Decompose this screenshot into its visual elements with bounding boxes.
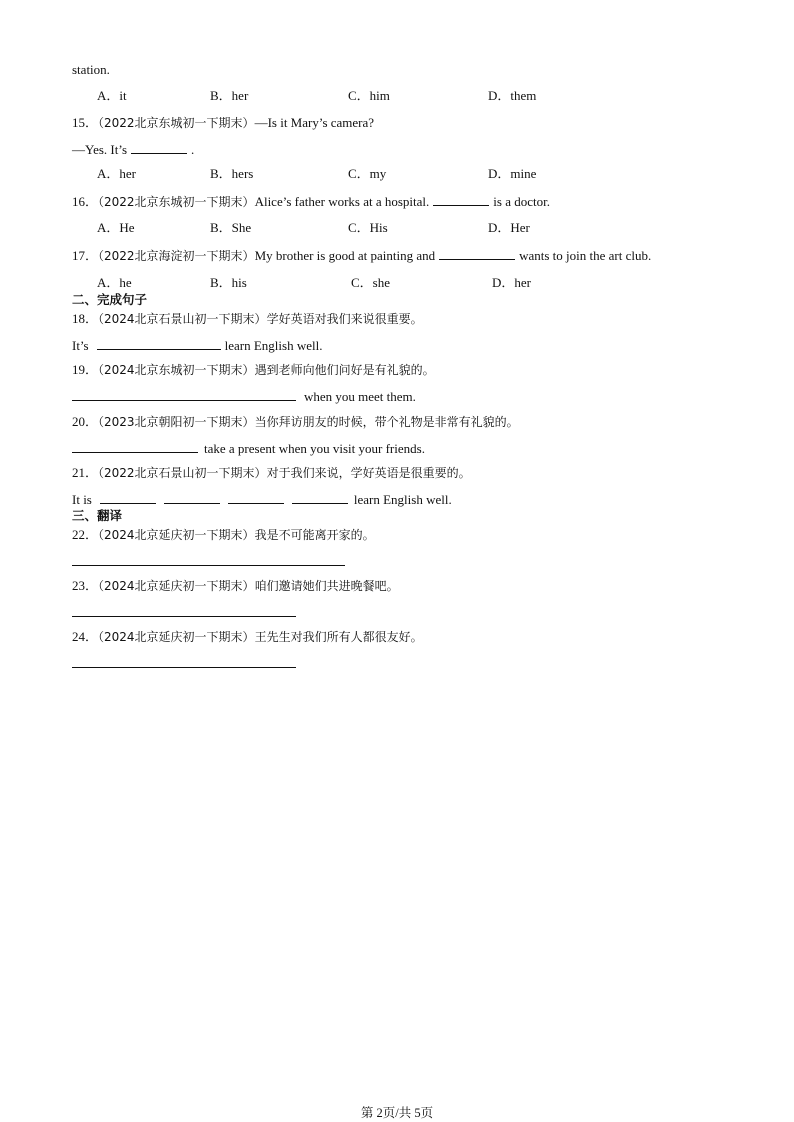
question-text: It’s — [72, 338, 89, 353]
q16-option-c: C．His — [348, 220, 388, 235]
question-number: 17． — [72, 248, 99, 263]
question-number: 23． — [72, 578, 99, 593]
question-source: （2022北京东城初一下期末） — [98, 195, 255, 209]
question-number: 15． — [72, 115, 99, 130]
question-text: take a present when you visit your friends. — [204, 441, 425, 456]
q17-option-b: B．his — [210, 275, 247, 290]
question-prompt: 对于我们来说，学好英语是很重要的。 — [266, 466, 471, 480]
q16-option-a: A．He — [97, 220, 135, 235]
question-text: Alice’s father works at a hospital. — [254, 194, 430, 209]
question-18 — [72, 311, 423, 327]
question-source: （2024北京东城初一下期末） — [98, 363, 255, 377]
question-text: . — [191, 142, 195, 157]
question-source: （2024北京延庆初一下期末） — [98, 528, 255, 542]
q17-option-d: D．her — [492, 275, 531, 290]
question-19 — [72, 362, 435, 378]
question-text: learn English well. — [353, 492, 452, 507]
question-prompt: 王先生对我们所有人都很友好。 — [254, 630, 423, 644]
question-number: 21． — [72, 465, 99, 480]
question-source: （2024北京石景山初一下期末） — [98, 312, 267, 326]
answer-blank[interactable] — [72, 388, 296, 401]
question-text: —Yes. It’s — [72, 142, 128, 157]
question-15-line-2 — [72, 141, 194, 158]
answer-blank[interactable] — [100, 491, 156, 504]
question-prompt: 我是不可能离开家的。 — [254, 528, 375, 542]
question-14-continuation: station. — [72, 62, 110, 77]
answer-line[interactable] — [72, 565, 345, 566]
q16-option-d: D．Her — [488, 220, 530, 235]
answer-blank[interactable] — [292, 491, 348, 504]
question-source: （2024北京延庆初一下期末） — [98, 579, 255, 593]
answer-line[interactable] — [72, 616, 296, 617]
q15-option-a: A．her — [97, 166, 136, 181]
q14-option-b: B．her — [210, 88, 249, 103]
question-source: （2022北京东城初一下期末） — [98, 116, 255, 130]
question-16 — [72, 193, 550, 210]
question-prompt: 学好英语对我们来说很重要。 — [266, 312, 423, 326]
answer-blank[interactable] — [439, 247, 515, 260]
question-source: （2022北京石景山初一下期末） — [98, 466, 267, 480]
q14-option-c: C．him — [348, 88, 390, 103]
question-21-answer — [72, 491, 452, 508]
question-24 — [72, 629, 423, 645]
question-23 — [72, 578, 399, 594]
answer-blank[interactable] — [72, 440, 198, 453]
question-number: 20． — [72, 414, 99, 429]
question-21 — [72, 465, 471, 481]
q15-option-b: B．hers — [210, 166, 254, 181]
section-heading-complete-sentences: 二、完成句子 — [72, 292, 148, 307]
q15-option-c: C．my — [348, 166, 387, 181]
question-20-answer — [72, 440, 425, 457]
question-text: learn English well. — [224, 338, 323, 353]
question-18-answer — [72, 337, 322, 354]
question-text: when you meet them. — [304, 389, 416, 404]
q16-option-b: B．She — [210, 220, 252, 235]
q14-option-d: D．them — [488, 88, 537, 103]
question-20 — [72, 414, 519, 430]
question-source: （2022北京海淀初一下期末） — [98, 249, 255, 263]
question-number: 16． — [72, 194, 99, 209]
answer-blank[interactable] — [131, 141, 187, 154]
question-text: is a doctor. — [493, 194, 550, 209]
question-text: It is — [72, 492, 92, 507]
answer-blank[interactable] — [97, 337, 221, 350]
question-22 — [72, 527, 375, 543]
answer-blank[interactable] — [164, 491, 220, 504]
question-text: My brother is good at painting and — [254, 248, 436, 263]
question-number: 19． — [72, 362, 99, 377]
q14-option-a: A．it — [97, 88, 127, 103]
question-text: wants to join the art club. — [519, 248, 652, 263]
question-number: 22． — [72, 527, 99, 542]
page-footer: 第 2页/共 5页 — [360, 1106, 434, 1120]
question-prompt: 遇到老师向他们问好是有礼貌的。 — [254, 363, 435, 377]
q15-option-d: D．mine — [488, 166, 537, 181]
answer-line[interactable] — [72, 667, 296, 668]
question-number: 24． — [72, 629, 99, 644]
question-text: —Is it Mary’s camera? — [254, 115, 375, 130]
question-number: 18． — [72, 311, 99, 326]
question-15 — [72, 115, 374, 131]
q17-option-a: A．he — [97, 275, 132, 290]
section-heading-translation: 三、翻译 — [72, 508, 123, 523]
question-prompt: 当你拜访朋友的时候，带个礼物是非常有礼貌的。 — [254, 415, 519, 429]
question-19-answer — [72, 388, 416, 405]
question-prompt: 咱们邀请她们共进晚餐吧。 — [254, 579, 399, 593]
answer-blank[interactable] — [228, 491, 284, 504]
answer-blank[interactable] — [433, 193, 489, 206]
question-source: （2024北京延庆初一下期末） — [98, 630, 255, 644]
question-17 — [72, 247, 651, 264]
q17-option-c: C．she — [351, 275, 391, 290]
question-source: （2023北京朝阳初一下期末） — [98, 415, 255, 429]
